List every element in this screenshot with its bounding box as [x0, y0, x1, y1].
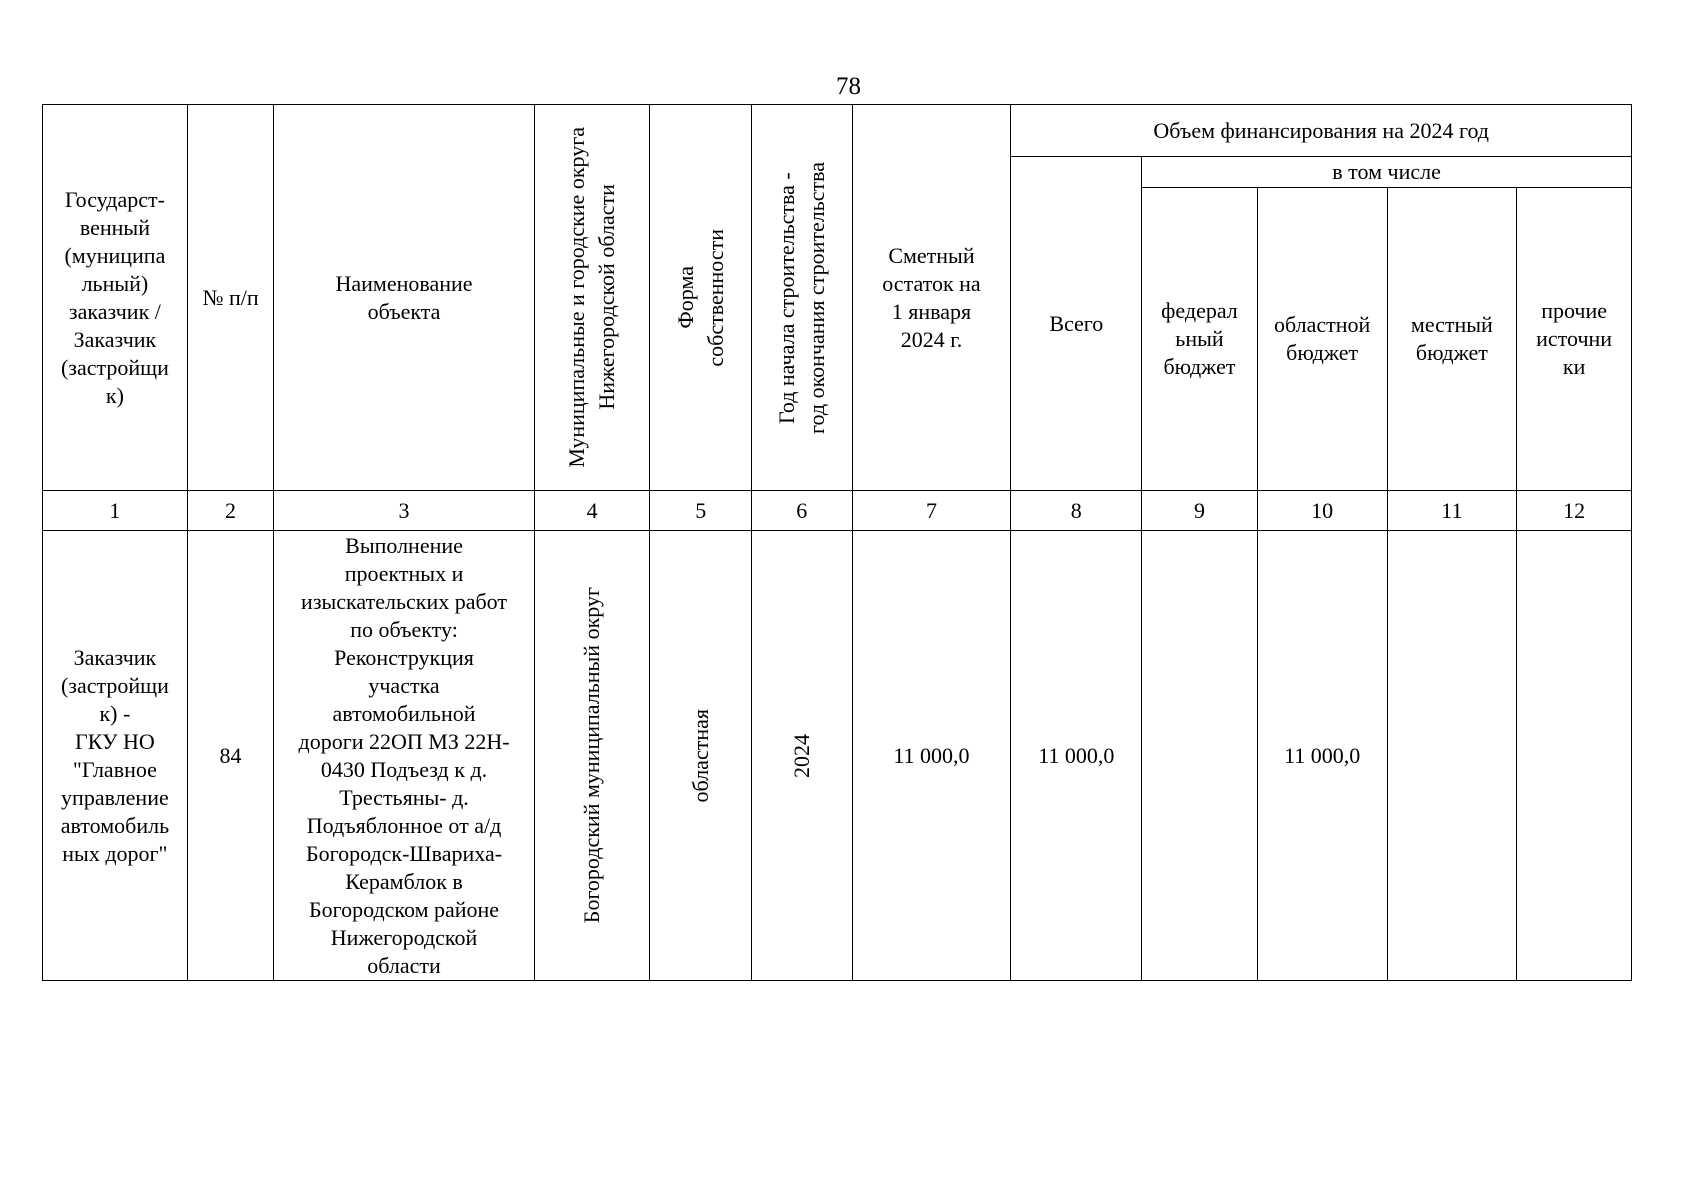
text-line: участка — [368, 672, 440, 698]
table-row — [43, 531, 1632, 981]
header-ownership — [650, 105, 752, 491]
text-line: заказчик / — [68, 298, 161, 324]
text-line: (муниципа — [64, 242, 166, 268]
column-number: 2 — [187, 491, 273, 531]
text-line: прочие — [1541, 298, 1608, 323]
text-line: Нижегородской — [330, 924, 478, 950]
text-line: Реконструкция — [334, 644, 474, 670]
column-number: 6 — [751, 491, 852, 531]
text-line: (застройщи — [60, 354, 169, 380]
header-regional-budget — [1257, 188, 1387, 491]
row-customer — [43, 531, 188, 981]
text-line: бюджет — [1415, 340, 1488, 365]
text-line: источни — [1536, 326, 1613, 351]
text-line: ГКУ НО — [75, 728, 155, 754]
text-line: остаток на — [882, 270, 981, 296]
page-number: 78 — [836, 73, 861, 100]
text-line: Выполнение — [345, 532, 463, 558]
row-federal-budget — [1142, 531, 1258, 981]
column-number: 12 — [1517, 491, 1632, 531]
text-line: Наименование — [335, 270, 473, 296]
text-line: 1 января — [891, 298, 972, 324]
text-line: областной — [1273, 312, 1371, 337]
text-line: Богородск-Швариха- — [305, 840, 503, 866]
header-other-sources — [1517, 188, 1632, 491]
row-local-budget — [1387, 531, 1517, 981]
column-number: 11 — [1387, 491, 1517, 531]
header-object-name — [274, 105, 534, 491]
text-line: Заказчик — [73, 326, 157, 352]
text-line: 0430 Подъезд к д. — [320, 756, 488, 782]
text-line: год окончания строительства — [803, 161, 829, 434]
header-number: № п/п — [187, 105, 273, 491]
row-total: 11 000,0 — [1011, 531, 1142, 981]
text-line: Нижегородской области — [594, 184, 620, 411]
column-number: 8 — [1011, 491, 1142, 531]
header-local-budget — [1387, 188, 1517, 491]
header-customer — [43, 105, 188, 491]
text-line: Подъяблонное от а/д — [306, 812, 502, 838]
text-line: Заказчик — [73, 644, 157, 670]
row-other-sources — [1517, 531, 1632, 981]
column-number: 1 — [43, 491, 188, 531]
header-total: Всего — [1011, 157, 1142, 491]
text-line: управление — [61, 784, 169, 810]
header-districts — [534, 105, 650, 491]
column-numbers-row — [43, 491, 1632, 531]
text-line: Форма — [672, 266, 698, 329]
header-federal-budget — [1142, 188, 1258, 491]
header-estimate-balance — [852, 105, 1011, 491]
text-line: ных дорог" — [62, 840, 168, 866]
text-line: дороги 22ОП МЗ 22Н- — [298, 728, 510, 754]
text-line: Керамблок в — [345, 868, 463, 894]
text-line: бюджет — [1286, 340, 1359, 365]
text-line: Трестьяны- д. — [339, 784, 469, 810]
text-line: автомобильной — [332, 700, 476, 726]
text-line: льный) — [81, 270, 149, 296]
row-district-text: Богородский муниципальный округ — [579, 587, 605, 924]
column-number: 10 — [1257, 491, 1387, 531]
text-line: местный — [1410, 312, 1493, 337]
text-line: Государст- — [64, 186, 165, 212]
text-line: проектных и — [344, 560, 464, 586]
text-line: области — [367, 952, 441, 978]
text-line: венный — [79, 214, 150, 240]
row-years-text: 2024 — [788, 733, 814, 778]
header-including: в том числе — [1142, 157, 1632, 188]
text-line: ьный — [1175, 326, 1224, 351]
text-line: (застройщи — [60, 672, 169, 698]
text-line: объекта — [367, 298, 441, 324]
text-line: по объекту: — [350, 616, 458, 642]
header-financing: Объем финансирования на 2024 год — [1011, 105, 1632, 157]
text-line: автомобиль — [60, 812, 170, 838]
text-line: Богородском районе — [308, 896, 500, 922]
header-years — [751, 105, 852, 491]
text-line: ки — [1562, 354, 1586, 379]
row-estimate-balance: 11 000,0 — [852, 531, 1011, 981]
row-number: 84 — [187, 531, 273, 981]
text-line: Муниципальные и городские округа — [564, 127, 590, 468]
column-number: 4 — [534, 491, 650, 531]
row-object-name — [274, 531, 534, 981]
column-number: 9 — [1142, 491, 1258, 531]
financing-table — [42, 104, 1632, 981]
column-number: 3 — [274, 491, 534, 531]
text-line: Год начала строительства - — [773, 171, 799, 424]
row-regional-budget: 11 000,0 — [1257, 531, 1387, 981]
text-line: к) - — [99, 700, 131, 726]
text-line: Сметный — [888, 242, 975, 268]
column-number: 5 — [650, 491, 752, 531]
column-number: 7 — [852, 491, 1011, 531]
text-line: 2024 г. — [900, 326, 963, 352]
text-line: к) — [105, 382, 124, 408]
row-district — [534, 531, 650, 981]
text-line: бюджет — [1163, 354, 1236, 379]
text-line: собственности — [702, 228, 728, 367]
text-line: федерал — [1161, 298, 1238, 323]
row-years — [751, 531, 852, 981]
row-ownership — [650, 531, 752, 981]
text-line: "Главное — [72, 756, 157, 782]
text-line: изыскательских работ — [301, 588, 508, 614]
row-ownership-text: областная — [687, 708, 713, 803]
